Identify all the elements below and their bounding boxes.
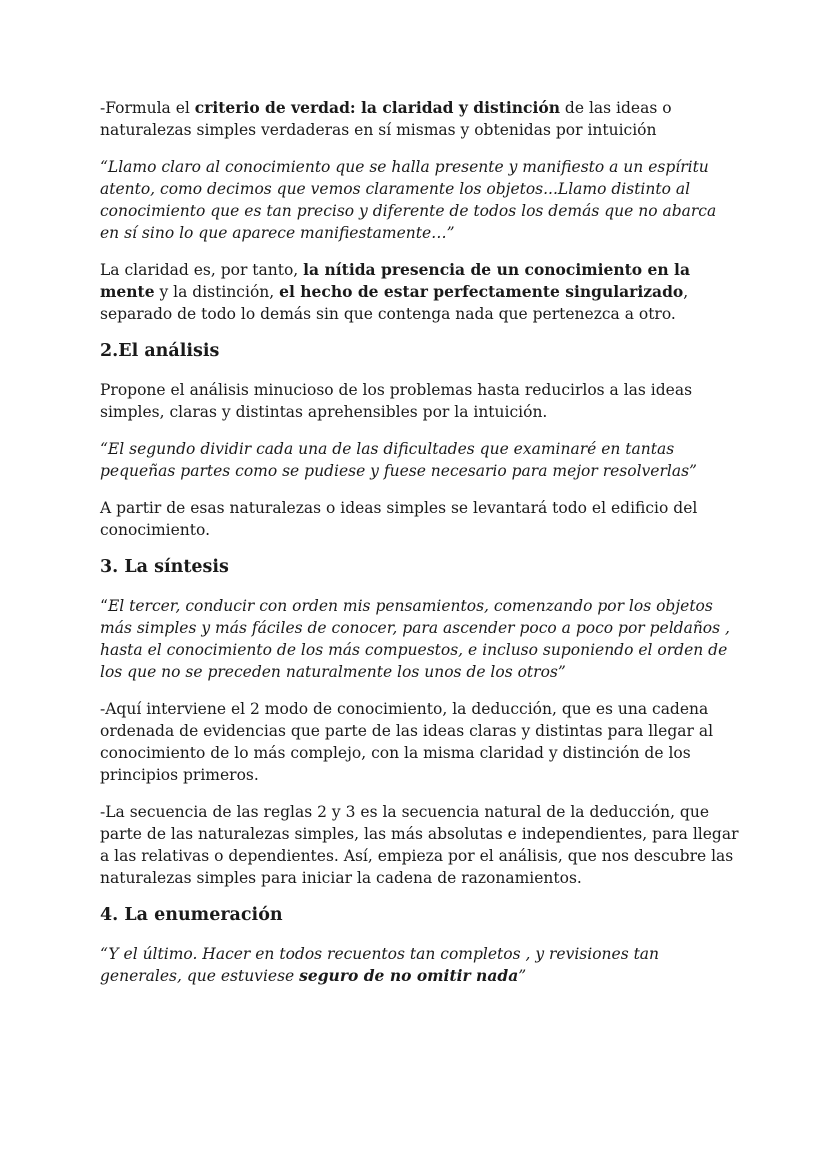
text-run: La claridad es, por tanto, (100, 261, 304, 279)
section-heading-enumeracion: 4. La enumeración (100, 905, 283, 925)
quote-text: “El segundo dividir cada una de las dificultades que examinaré en tantas pequeñas partes como se pudiese y fuese necesario para mejor resolverlas” (100, 440, 697, 480)
text-run: y la distinción, (154, 283, 280, 301)
text-run: de las ideas o naturalezas simples verdaderas en sí mismas y obtenidas por intuición (100, 99, 672, 139)
section-heading-sintesis: 3. La síntesis (100, 557, 229, 577)
claridad-quote (100, 156, 740, 244)
quote-mark: “ (100, 597, 108, 615)
document-body (100, 97, 740, 1002)
analisis-paragraph-2: A partir de esas naturalezas o ideas simples se levantará todo el edificio del conocimiento. (100, 499, 698, 539)
sintesis-quote (100, 595, 740, 683)
text-run: , separado de todo lo demás sin que contenga nada que pertenezca a otro. (100, 283, 689, 323)
claridad-paragraph (100, 259, 740, 325)
bold-quote-text: seguro de no omitir nada (299, 966, 519, 985)
bold-text: la nítida presencia de un conocimiento en la mente (100, 260, 690, 301)
bold-text: el hecho de estar perfectamente singularizado (279, 282, 684, 301)
quote-text: ” (518, 967, 527, 985)
text-run: -Formula el (100, 99, 195, 117)
quote-text: “Llamo claro al conocimiento que se halla presente y manifiesto a un espíritu atento, como decimos que vemos claramente los objetos...Llamo distinto al conocimiento que es tan preciso y diferente de todos los demás que no abarca en sí sino lo que aparece manifiestamente…” (100, 158, 717, 242)
analisis-quote (100, 438, 740, 482)
enumeracion-quote (100, 943, 740, 987)
quote-text: “Y el último. Hacer en todos recuentos tan completos , y revisiones tan generales, que estuviese (100, 945, 660, 985)
section-heading-analisis: 2.El análisis (100, 341, 220, 361)
sintesis-paragraph: -Aquí interviene el 2 modo de conocimiento, la deducción, que es una cadena ordenada de evidencias que parte de las ideas claras y distintas para llegar al conocimiento de lo más complejo, con la misma claridad y distinción de los principios primeros. (100, 700, 714, 784)
bold-text: criterio de verdad: la claridad y distinción (194, 98, 560, 117)
sintesis-paragraph-2: -La secuencia de las reglas 2 y 3 es la secuencia natural de la deducción, que parte de las naturalezas simples, las más absolutas e independientes, para llegar a las relativas o dependientes. Así, empieza por el análisis, que nos descubre las naturalezas simples para iniciar la cadena de razonamientos. (100, 803, 739, 887)
criterio-paragraph (100, 97, 740, 141)
analisis-paragraph: Propone el análisis minucioso de los problemas hasta reducirlos a las ideas simples, claras y distintas aprehensibles por la intuición. (100, 381, 693, 421)
quote-text: El tercer, conducir con orden mis pensamientos, comenzando por los objetos más simples y más fáciles de conocer, para ascender poco a poco por peldaños , hasta el conocimiento de los más compuestos, e incluso suponiendo el orden de los que no se preceden naturalmente los unos de los otros” (100, 597, 730, 681)
